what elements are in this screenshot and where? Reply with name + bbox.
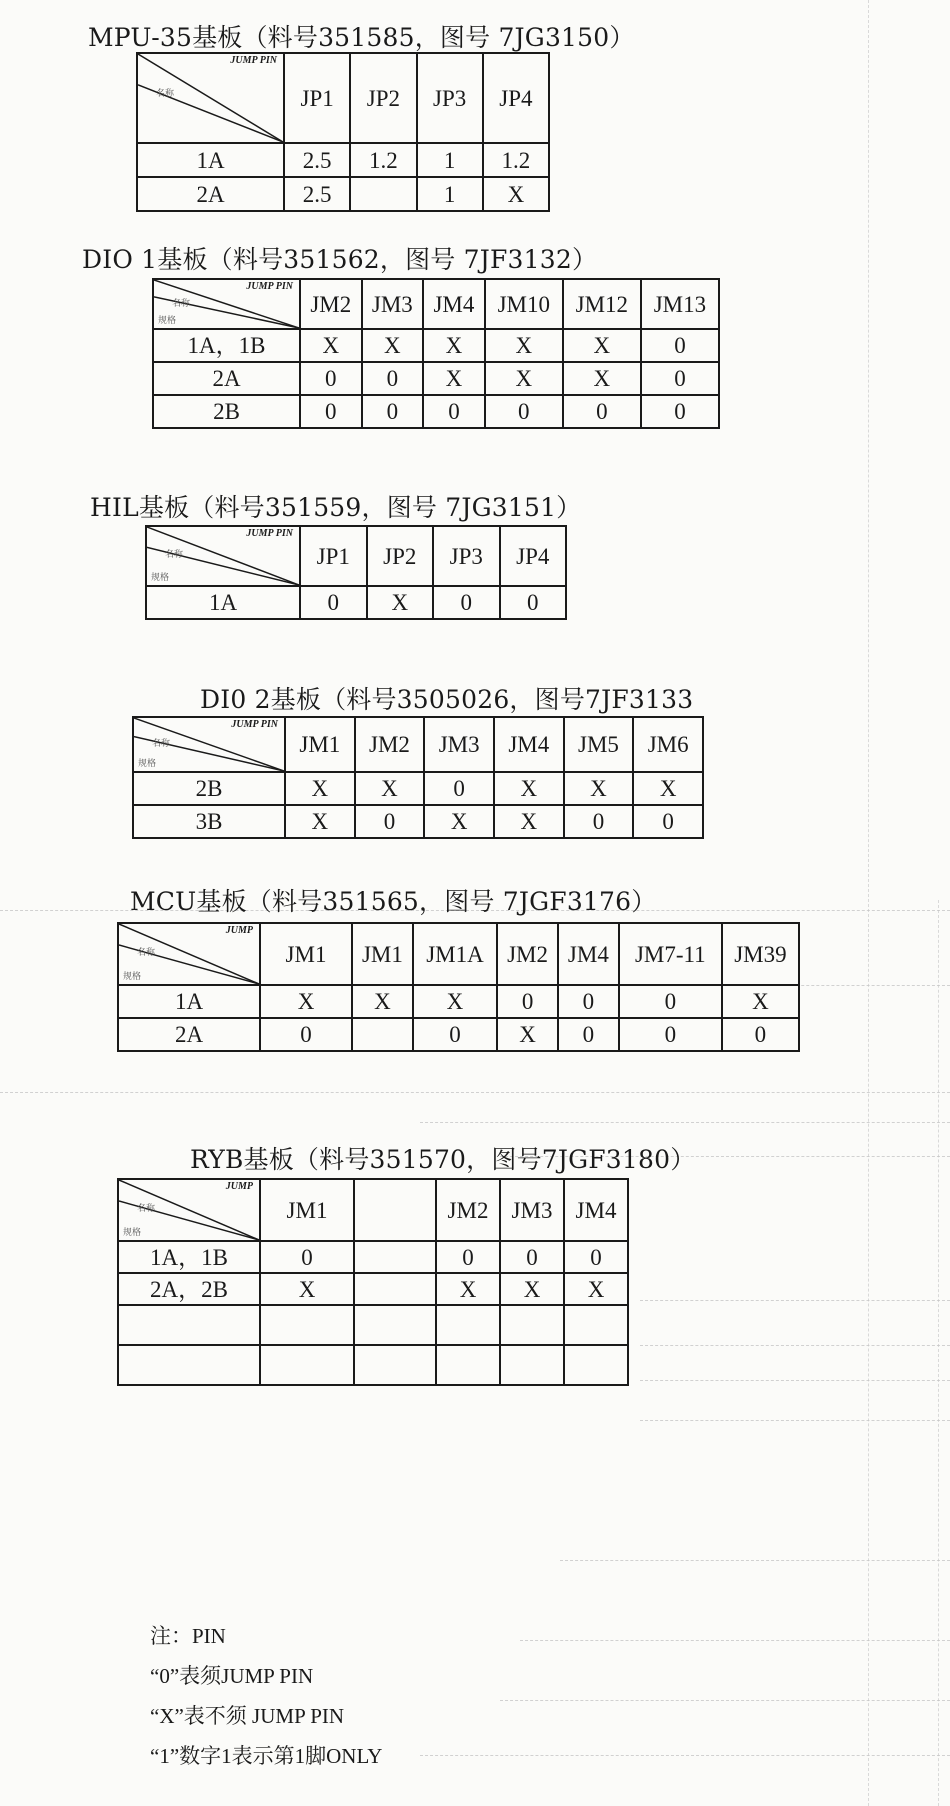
corner-label-mid: 名称 xyxy=(137,1203,156,1213)
table-cell: 0 xyxy=(497,985,558,1018)
table-row xyxy=(118,1241,628,1273)
jumper-table-hil xyxy=(145,525,567,620)
table-cell: 2.5 xyxy=(284,177,350,211)
table-cell: 0 xyxy=(485,395,563,428)
table-cell: 0 xyxy=(362,395,424,428)
table-cell: X xyxy=(413,985,497,1018)
table-cell: 0 xyxy=(300,362,362,395)
table-row xyxy=(118,985,799,1018)
row-label: 1A，1B xyxy=(118,1241,260,1273)
table-cell: X xyxy=(564,1273,628,1305)
corner-label-mid: 名称 xyxy=(165,549,184,560)
table-cell: X xyxy=(424,805,494,838)
column-header: JM1 xyxy=(352,923,413,985)
section-title: DIO 1基板（料号351562，图号 7JF3132） xyxy=(82,245,598,274)
column-header: JM1 xyxy=(285,717,355,772)
table-cell xyxy=(500,1345,564,1385)
table-cell: 1 xyxy=(417,177,483,211)
section-title: DI0 2基板（料号3505026，图号7JF3133 xyxy=(200,685,694,714)
row-label: 1A xyxy=(146,586,300,619)
row-label: 3B xyxy=(133,805,285,838)
table-cell: X xyxy=(485,329,563,362)
column-header: JP4 xyxy=(483,53,549,143)
table-cell: X xyxy=(563,329,641,362)
note-line: “1”数字1表示第1脚ONLY xyxy=(150,1744,383,1768)
table-cell: X xyxy=(423,362,485,395)
table-row xyxy=(153,395,719,428)
table-cell: X xyxy=(500,1273,564,1305)
note-line: “X”表不须 JUMP PIN xyxy=(150,1704,345,1728)
table-cell: X xyxy=(436,1273,500,1305)
corner-label-top: JUMP PIN xyxy=(230,55,277,66)
table-row xyxy=(146,586,566,619)
table-cell: X xyxy=(355,772,425,805)
table-cell xyxy=(354,1273,436,1305)
jumper-table-dio1 xyxy=(152,278,720,429)
section-title: MCU基板（料号351565，图号 7JGF3176） xyxy=(130,887,657,916)
table-row xyxy=(133,805,703,838)
table-cell: 0 xyxy=(433,586,500,619)
table-cell: X xyxy=(563,362,641,395)
row-label: 2B xyxy=(153,395,300,428)
table-cell: X xyxy=(362,329,424,362)
column-header: JM2 xyxy=(355,717,425,772)
table-cell: 0 xyxy=(500,586,567,619)
table-cell: 0 xyxy=(564,805,634,838)
table-cell: X xyxy=(564,772,634,805)
note-line: “0”表须JUMP PIN xyxy=(150,1664,314,1688)
column-header: JM39 xyxy=(722,923,799,985)
table-row xyxy=(118,1345,628,1385)
table-cell: X xyxy=(497,1018,558,1051)
table-cell: 0 xyxy=(564,1241,628,1273)
table-cell: X xyxy=(300,329,362,362)
column-header: JM12 xyxy=(563,279,641,329)
column-header: JM3 xyxy=(500,1179,564,1241)
row-label: 1A，1B xyxy=(153,329,300,362)
row-label: 2A，2B xyxy=(118,1273,260,1305)
column-header: JP3 xyxy=(433,526,500,586)
column-header: JM3 xyxy=(424,717,494,772)
column-header: JM10 xyxy=(485,279,563,329)
row-label: 2B xyxy=(133,772,285,805)
table-cell: X xyxy=(494,772,564,805)
table-cell xyxy=(500,1305,564,1345)
jumper-table-mcu xyxy=(117,922,800,1052)
table-cell: X xyxy=(483,177,549,211)
corner-label-mid: 名称 xyxy=(156,88,175,99)
row-label xyxy=(118,1305,260,1345)
table-cell: X xyxy=(285,772,355,805)
jumper-table-ryb xyxy=(117,1178,629,1386)
table-cell xyxy=(350,177,416,211)
table-cell: X xyxy=(260,985,352,1018)
table-corner-cell xyxy=(137,53,284,143)
column-header: JP2 xyxy=(367,526,434,586)
table-row xyxy=(137,143,549,177)
jumper-table-mpu xyxy=(136,52,550,212)
corner-label-bot: 规格 xyxy=(123,971,142,981)
corner-label-bot: 规格 xyxy=(138,758,157,768)
column-header: JM2 xyxy=(497,923,558,985)
section-title: RYB基板（料号351570，图号7JGF3180） xyxy=(190,1145,696,1174)
table-cell: X xyxy=(352,985,413,1018)
column-header: JM3 xyxy=(362,279,424,329)
table-cell: 0 xyxy=(641,395,719,428)
table-cell xyxy=(354,1305,436,1345)
table-cell xyxy=(354,1241,436,1273)
column-header: JM1A xyxy=(413,923,497,985)
table-cell: 0 xyxy=(563,395,641,428)
table-cell: X xyxy=(633,772,703,805)
table-row xyxy=(153,362,719,395)
row-label xyxy=(118,1345,260,1385)
corner-label-bot: 规格 xyxy=(123,1227,142,1237)
column-header: JM6 xyxy=(633,717,703,772)
column-header: JM7-11 xyxy=(619,923,722,985)
table-cell: 0 xyxy=(722,1018,799,1051)
corner-label-top: JUMP PIN xyxy=(231,719,278,730)
row-label: 1A xyxy=(137,143,284,177)
table-cell: 0 xyxy=(641,329,719,362)
column-header: JP1 xyxy=(284,53,350,143)
column-header: JM5 xyxy=(564,717,634,772)
table-cell: X xyxy=(485,362,563,395)
row-label: 2A xyxy=(153,362,300,395)
table-cell: X xyxy=(260,1273,354,1305)
table-cell: X xyxy=(285,805,355,838)
table-corner-cell xyxy=(118,923,260,985)
table-cell xyxy=(260,1345,354,1385)
table-cell xyxy=(260,1305,354,1345)
column-header: JM4 xyxy=(494,717,564,772)
table-cell: 0 xyxy=(500,1241,564,1273)
table-cell: 0 xyxy=(558,985,619,1018)
column-header xyxy=(354,1179,436,1241)
table-cell: 1.2 xyxy=(350,143,416,177)
table-cell: X xyxy=(722,985,799,1018)
column-header: JP4 xyxy=(500,526,567,586)
table-cell: 0 xyxy=(355,805,425,838)
jumper-table-dio2 xyxy=(132,716,704,839)
table-cell: 0 xyxy=(362,362,424,395)
table-cell: 0 xyxy=(300,395,362,428)
corner-label-top: JUMP PIN xyxy=(246,281,293,292)
column-header: JP2 xyxy=(350,53,416,143)
table-cell: 0 xyxy=(300,586,367,619)
table-row xyxy=(137,177,549,211)
table-cell: 0 xyxy=(260,1241,354,1273)
table-cell: 0 xyxy=(260,1018,352,1051)
corner-label-mid: 名称 xyxy=(152,738,171,749)
corner-label-bot: 规格 xyxy=(151,572,170,582)
column-header: JM4 xyxy=(564,1179,628,1241)
corner-label-top: JUMP xyxy=(225,1181,253,1192)
column-header: JM2 xyxy=(436,1179,500,1241)
corner-label-mid: 名称 xyxy=(137,947,156,957)
table-cell: 0 xyxy=(413,1018,497,1051)
table-cell: 0 xyxy=(558,1018,619,1051)
corner-label-top: JUMP xyxy=(225,925,253,936)
table-cell: 0 xyxy=(619,985,722,1018)
row-label: 2A xyxy=(137,177,284,211)
corner-label-bot: 规格 xyxy=(158,315,177,325)
column-header: JM1 xyxy=(260,1179,354,1241)
table-cell xyxy=(564,1305,628,1345)
table-cell xyxy=(352,1018,413,1051)
table-cell: 0 xyxy=(641,362,719,395)
table-cell: 0 xyxy=(423,395,485,428)
table-cell: 1.2 xyxy=(483,143,549,177)
table-corner-cell xyxy=(146,526,300,586)
table-cell xyxy=(436,1305,500,1345)
corner-label-top: JUMP PIN xyxy=(246,528,293,539)
section-title: MPU-35基板（料号351585，图号 7JG3150） xyxy=(88,23,635,52)
table-cell: 0 xyxy=(424,772,494,805)
table-row xyxy=(118,1018,799,1051)
note-heading: 注：PIN xyxy=(150,1624,226,1648)
table-cell: 1 xyxy=(417,143,483,177)
table-cell: X xyxy=(367,586,434,619)
table-cell: 0 xyxy=(633,805,703,838)
table-row xyxy=(118,1305,628,1345)
column-header: JP1 xyxy=(300,526,367,586)
table-corner-cell xyxy=(133,717,285,772)
column-header: JM2 xyxy=(300,279,362,329)
corner-label-mid: 名称 xyxy=(172,298,191,309)
section-title: HIL基板（料号351559，图号 7JG3151） xyxy=(90,493,582,522)
table-row xyxy=(153,329,719,362)
column-header: JM1 xyxy=(260,923,352,985)
table-cell xyxy=(564,1345,628,1385)
table-cell xyxy=(354,1345,436,1385)
table-cell: 0 xyxy=(619,1018,722,1051)
column-header: JP3 xyxy=(417,53,483,143)
table-row xyxy=(133,772,703,805)
table-cell: 2.5 xyxy=(284,143,350,177)
table-corner-cell xyxy=(153,279,300,329)
table-cell: X xyxy=(494,805,564,838)
row-label: 1A xyxy=(118,985,260,1018)
table-corner-cell xyxy=(118,1179,260,1241)
table-row xyxy=(118,1273,628,1305)
table-cell xyxy=(436,1345,500,1385)
table-cell: X xyxy=(423,329,485,362)
column-header: JM4 xyxy=(423,279,485,329)
row-label: 2A xyxy=(118,1018,260,1051)
column-header: JM4 xyxy=(558,923,619,985)
column-header: JM13 xyxy=(641,279,719,329)
table-cell: 0 xyxy=(436,1241,500,1273)
